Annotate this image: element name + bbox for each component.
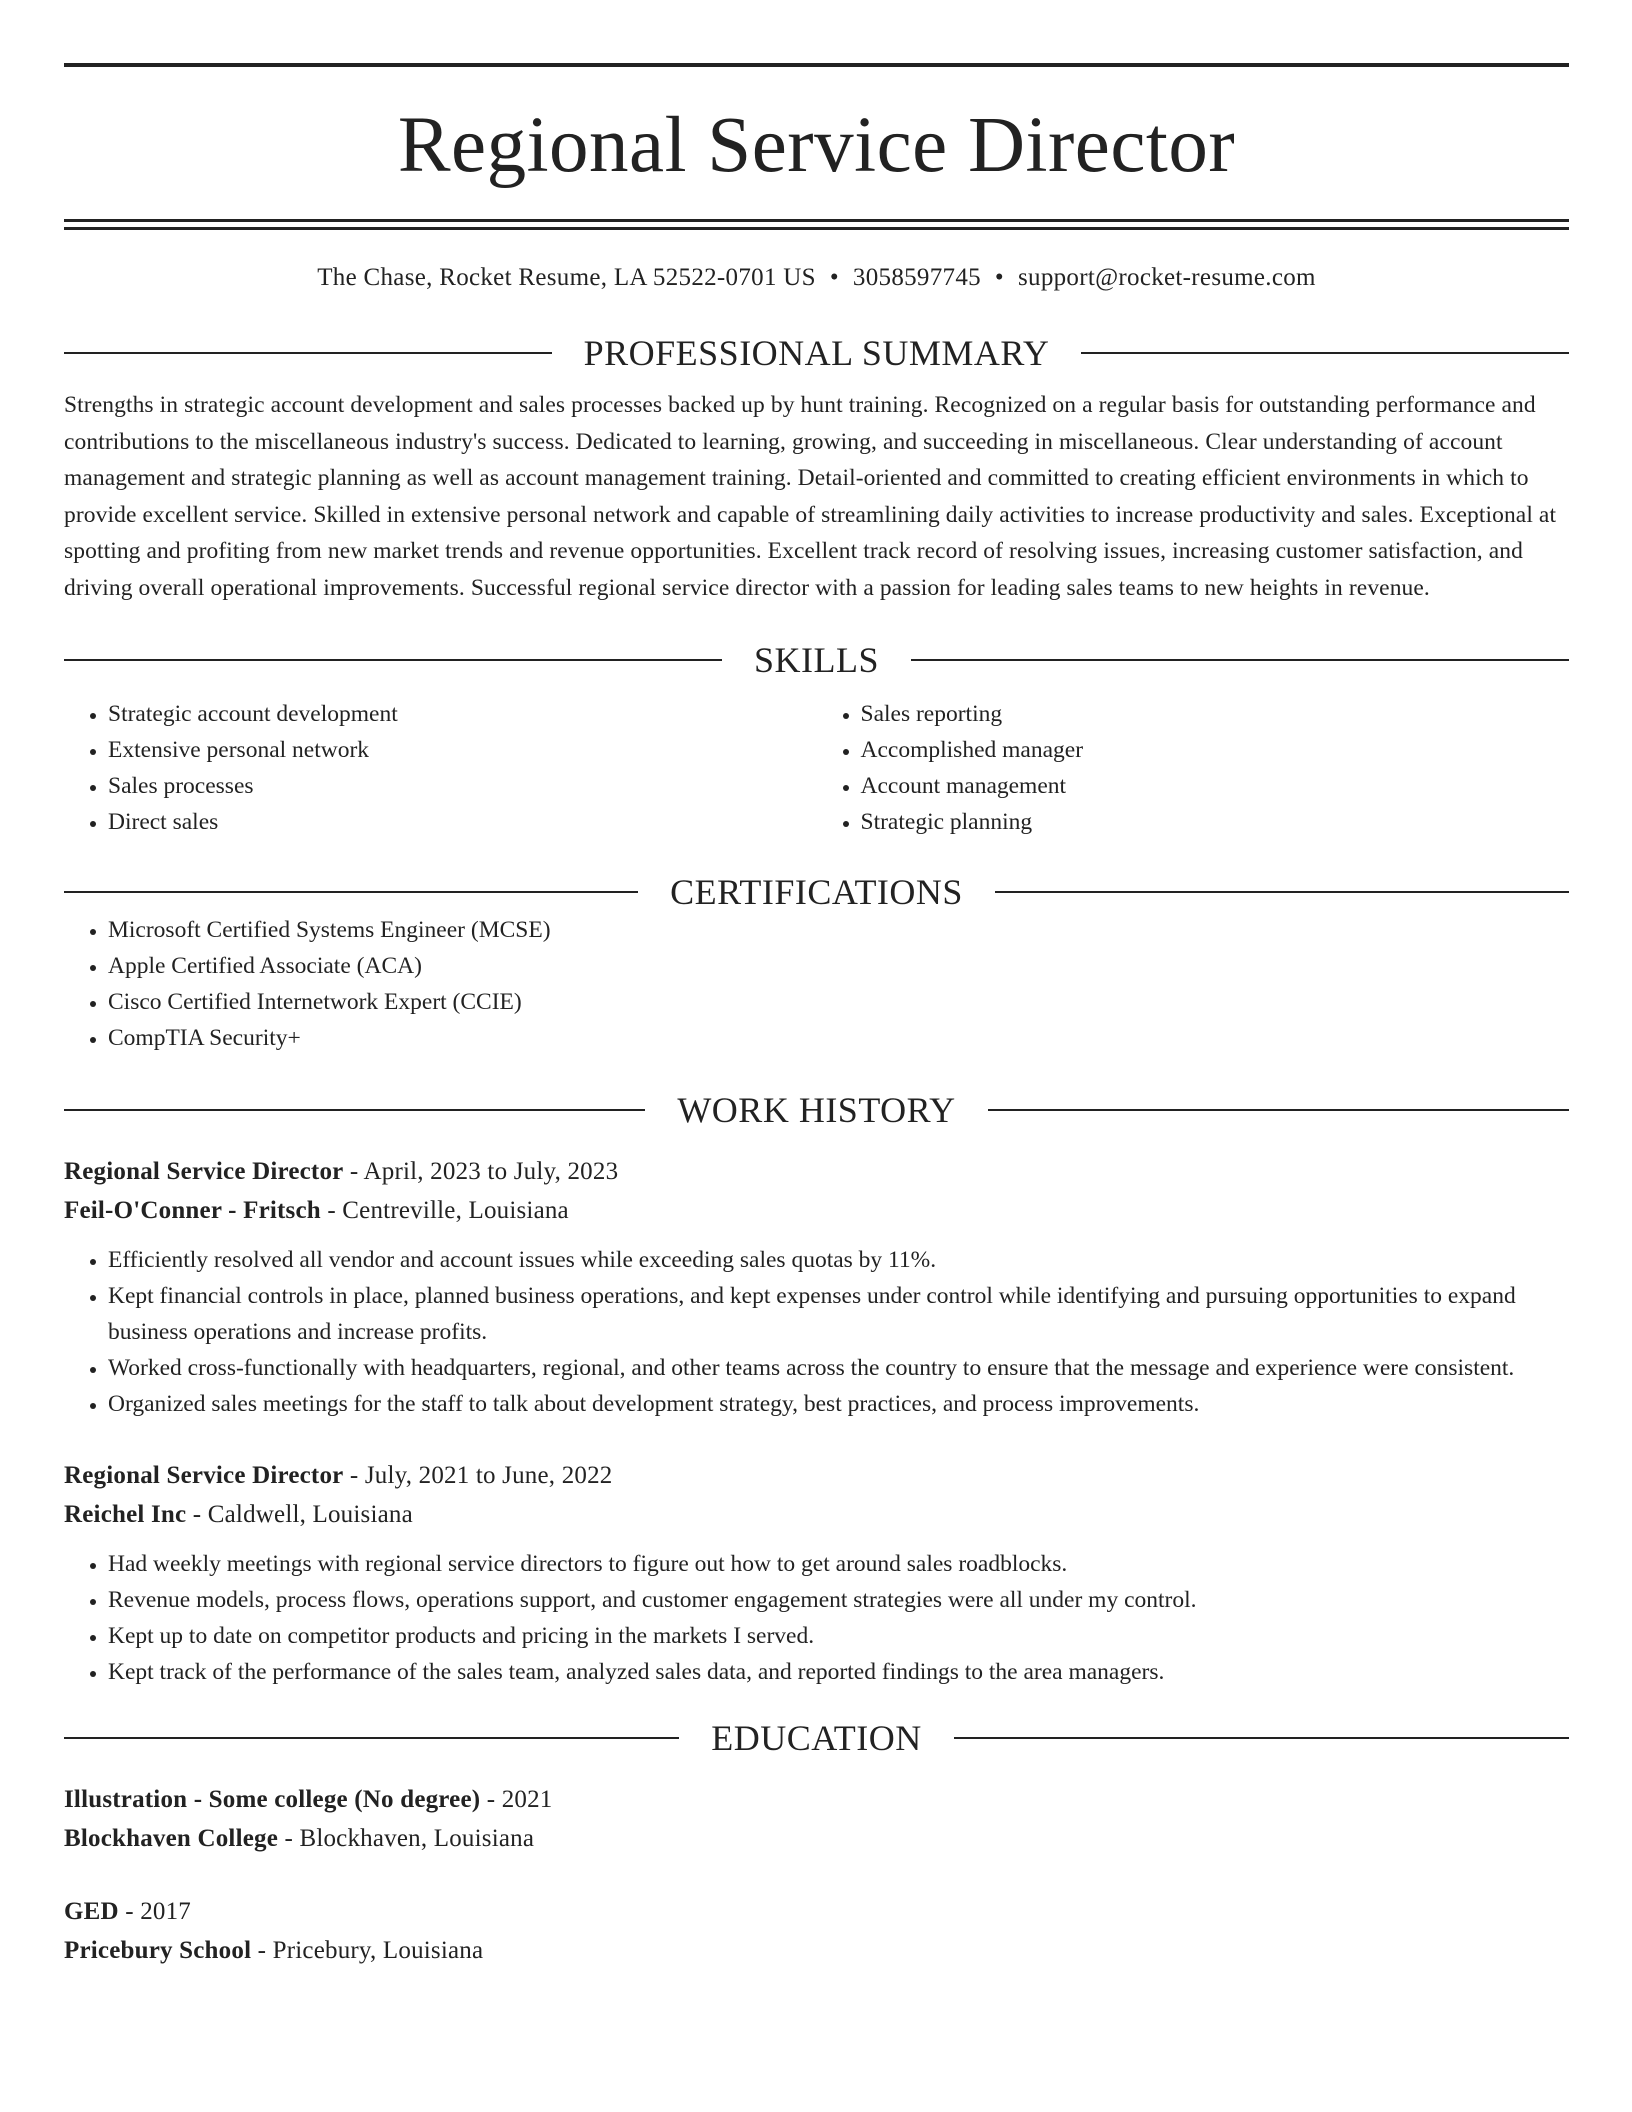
education-location: - Pricebury, Louisiana [251,1937,484,1964]
job-bullet: • Kept financial controls in place, planned business operations, and kept expenses under control while identifying and pursuing opportunities to expand business operations and increase profits. [108,1278,1569,1350]
section-heading-education [64,1718,1569,1758]
section-title: EDUCATION [711,1718,922,1758]
job-entry [64,1152,1569,1422]
education-school-line [64,1819,1569,1858]
education-degree-line [64,1780,1569,1819]
skill-item: • Sales processes [108,768,817,804]
resume-page [64,63,1569,1970]
education-school: Blockhaven College [64,1825,279,1852]
section-title: SKILLS [754,640,880,680]
heading-rule [64,352,552,354]
certification-item: • Cisco Certified Internetwork Expert (CCIE) [108,984,1569,1020]
certification-item: • Microsoft Certified Systems Engineer (MCSE) [108,912,1569,948]
job-bullets [64,1546,1569,1690]
contact-address: The Chase, Rocket Resume, LA 52522-0701 US [317,264,816,291]
section-title: CERTIFICATIONS [670,872,963,912]
education-degree-line [64,1892,1569,1931]
job-role: Regional Service Director [64,1158,344,1185]
job-company: Feil-O'Conner - Fritsch [64,1197,321,1224]
contact-email: support@rocket-resume.com [1017,264,1316,291]
contact-line [64,263,1569,293]
education-degree: GED [64,1898,119,1925]
heading-rule [64,659,722,661]
job-company: Reichel Inc [64,1501,187,1528]
section-heading-skills [64,640,1569,680]
double-rule [64,219,1569,230]
job-bullet: • Kept up to date on competitor products and pricing in the markets I served. [108,1618,1569,1654]
skill-item: • Direct sales [108,804,817,840]
section-title: WORK HISTORY [677,1090,956,1130]
certification-item: • Apple Certified Associate (ACA) [108,948,1569,984]
skill-item: • Account management [861,768,1570,804]
job-bullets [64,1242,1569,1422]
summary-text: Strengths in strategic account development and sales processes backed up by hunt training. Recognized on a regular basis for outstanding performance and contributions to the miscellaneous industry's success. Dedicated to learning, growing, and succeeding in miscellaneous. Clear understanding of account management and strategic planning as well as account management training. Detail-oriented and committed to creating efficient environments in which to provide excellent service. Skilled in extensive personal network and capable of streamlining daily activities to increase productivity and sales. Exceptional at spotting and profiting from new market trends and revenue opportunities. Excellent track record of resolving issues, increasing customer satisfaction, and driving overall operational improvements. Successful regional service director with a passion for leading sales teams to new heights in revenue. [64,392,1557,601]
skills-list-left [64,696,817,840]
certification-item: • CompTIA Security+ [108,1020,1569,1056]
education-year: - 2017 [118,1898,192,1925]
job-role: Regional Service Director [64,1462,344,1489]
job-bullet: • Revenue models, process flows, operations support, and customer engagement strategies were all under my control. [108,1582,1569,1618]
job-title-line [64,1456,1569,1495]
job-title-line [64,1152,1569,1191]
heading-rule [911,659,1569,661]
heading-rule [988,1109,1569,1111]
education-entry [64,1892,1569,1970]
education-degree: Illustration - Some college (No degree) [64,1786,481,1813]
top-rule [64,63,1569,67]
education-school: Pricebury School [64,1937,252,1964]
job-bullet: • Efficiently resolved all vendor and account issues while exceeding sales quotas by 11%. [108,1242,1569,1278]
education-entry [64,1780,1569,1858]
skill-item: • Accomplished manager [861,732,1570,768]
job-dates: - April, 2023 to July, 2023 [343,1158,619,1185]
heading-rule [1081,352,1569,354]
section-heading-summary [64,333,1569,373]
heading-rule [64,1737,679,1739]
job-company-line [64,1191,1569,1230]
job-bullet: • Kept track of the performance of the sales team, analyzed sales data, and reported findings to the area managers. [108,1654,1569,1690]
contact-phone: 3058597745 [852,264,981,291]
education-school-line [64,1931,1569,1970]
heading-rule [995,891,1569,893]
job-bullet: • Had weekly meetings with regional service directors to figure out how to get around sales roadblocks. [108,1546,1569,1582]
skill-item: • Strategic planning [861,804,1570,840]
job-location: - Centreville, Louisiana [320,1197,569,1224]
contact-separator: • [829,264,839,291]
section-title: PROFESSIONAL SUMMARY [583,333,1050,373]
education-location: - Blockhaven, Louisiana [278,1825,535,1852]
contact-separator: • [994,264,1004,291]
job-location: - Caldwell, Louisiana [186,1501,413,1528]
job-dates: - July, 2021 to June, 2022 [343,1462,613,1489]
job-entry [64,1456,1569,1690]
skill-item: • Extensive personal network [108,732,817,768]
skill-item: • Sales reporting [861,696,1570,732]
skill-item: • Strategic account development [108,696,817,732]
skills-list-right [817,696,1570,840]
job-company-line [64,1495,1569,1534]
section-heading-certifications [64,872,1569,912]
job-bullet: • Organized sales meetings for the staff to talk about development strategy, best practices, and process improvements. [108,1386,1569,1422]
heading-rule [954,1737,1569,1739]
heading-rule [64,1109,645,1111]
skills-grid [64,696,1569,840]
certifications-list [64,912,1569,1056]
job-bullet: • Worked cross-functionally with headquarters, regional, and other teams across the country to ensure that the message and experience were consistent. [108,1350,1569,1386]
resume-name: Regional Service Director [397,102,1236,189]
heading-rule [64,891,638,893]
education-year: - 2021 [480,1786,553,1813]
section-heading-work-history [64,1090,1569,1130]
